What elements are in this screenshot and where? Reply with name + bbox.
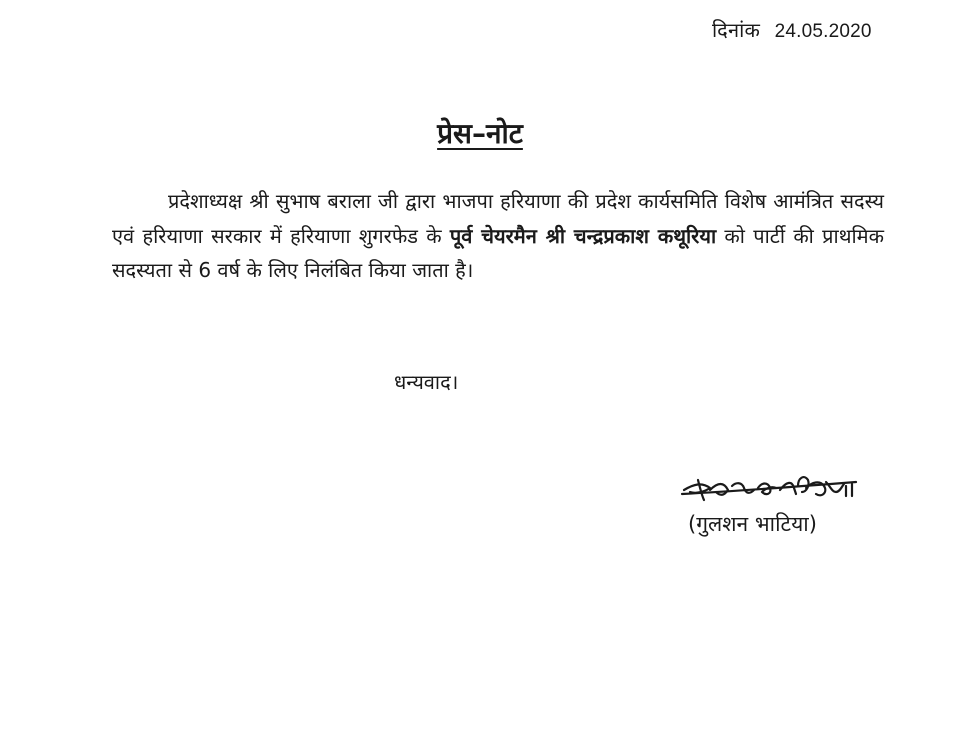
closing-thanks: धन्यवाद। xyxy=(394,370,459,394)
date-label: दिनांक xyxy=(712,18,761,42)
handwritten-signature xyxy=(680,470,860,514)
body-paragraph xyxy=(112,184,884,288)
date-line xyxy=(712,16,872,43)
page-title: प्रेस–नोट xyxy=(437,117,523,150)
body-text-after: को पार्टी की प्राथमिक सदस्यता से 6 वर्ष के लिए निलंबित किया जाता है। xyxy=(112,223,884,282)
date-value: 24.05.2020 xyxy=(774,21,872,42)
body-text-bold: पूर्व चेयरमैन श्री चन्द्रप्रकाश कथूरिया xyxy=(449,223,717,248)
body-text-before: प्रदेशाध्यक्ष श्री सुभाष बराला जी द्वारा भाजपा हरियाणा की प्रदेश कार्यसमिति विशेष आमंत्रित सदस्य एवं हरियाणा सरकार में हरियाणा शुगरफेड के xyxy=(112,189,884,248)
signer-name: (गुलशन भाटिया) xyxy=(688,512,817,536)
